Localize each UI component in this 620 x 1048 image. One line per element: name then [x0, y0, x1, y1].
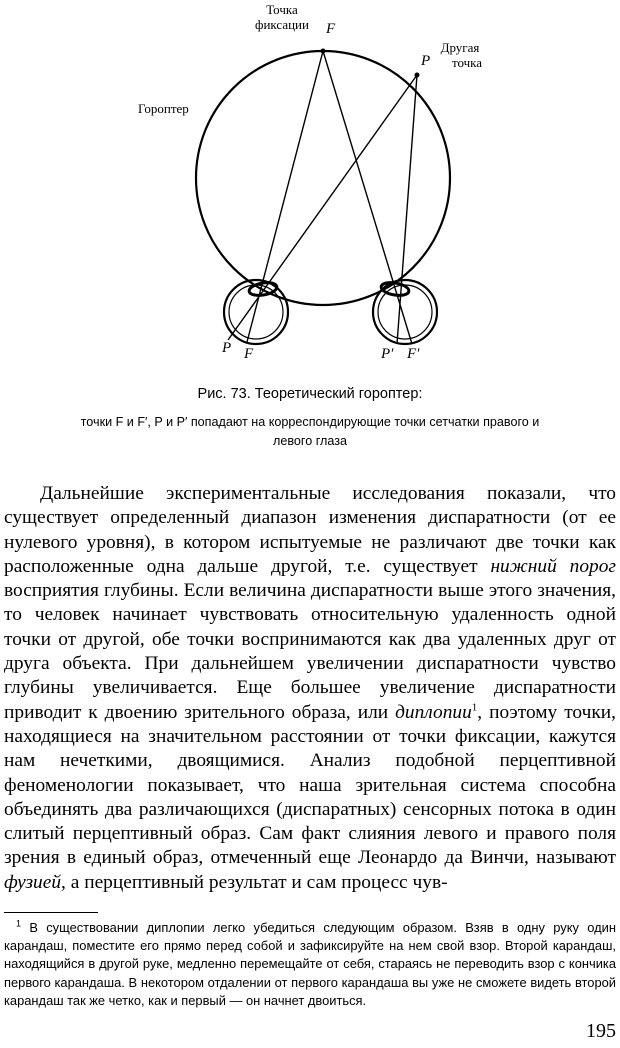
fixation-label-line1: Точка [266, 2, 298, 17]
figure-caption-title: Рис. 73. Теоретический гороптер: [197, 386, 423, 402]
caption-line-2: левого глаза [272, 434, 348, 448]
other-label-line2: точка [451, 55, 483, 70]
other-point-label [426, 40, 494, 70]
footnote-text: В существовании диплопии легко убедиться следующим образом. Взяв в одну руку один карандаш, поместите его прямо перед собой и зафиксируйте на нем свой взор. Второй карандаш, находящийся в другой руке, медленно перемещайте от себя, стараясь не переводить взор с кончика первого карандаша. В некотором отдалении от первого карандаша вы уже не сможете видеть второй карандаш так же четко, как и первый — он начнет двоиться. [4, 920, 616, 1008]
term-diplopia: диплопии [395, 701, 472, 723]
body-text [4, 482, 616, 895]
label-P-top: P [421, 53, 431, 69]
caption-line-1: точки F и F′, P и P′ попадают на корреспондирующие точки сетчатки правого и [80, 415, 540, 429]
body-text-part-1: Дальнейшие экспериментальные исследования показали, что существует определенный диапазон изменения диспаратности (от ее нулевого уровня), в котором испытуемые не различают две точки как расположенные одна дальше другой, т.е. существует [4, 483, 616, 577]
right-eye [373, 280, 437, 344]
horopter-circle [196, 51, 450, 305]
sight-lines [228, 51, 417, 344]
footnote-reference[interactable]: 1 [471, 701, 478, 714]
fixation-point [321, 49, 326, 54]
left-eye [224, 280, 288, 344]
page-number: 195 [586, 1020, 616, 1042]
term-lower-threshold: нижний порог [490, 555, 616, 577]
label-left-P: P [222, 340, 232, 356]
other-label-line1: Другая [440, 40, 480, 55]
label-F-top: F [326, 21, 336, 37]
horopter-diagram [0, 0, 620, 380]
figure-caption-text [4, 413, 616, 451]
fixation-label [246, 2, 318, 32]
body-text-part-3: , поэтому точки, находящиеся на значительном расстоянии от точки фиксации, кажутся нам нечеткими, двоящимися. Анализ подобной перцептивной феноменологии показывает, что наша зрительная система способна объединять два различающихся (диспаратных) сенсорных потока в один слитый перцептивный образ. Сам факт слияния левого и правого поля зрения в единый образ, отмеченный еще Леонардо да Винчи, называют [4, 701, 616, 869]
body-paragraph [4, 482, 616, 895]
term-fusion: фузией [4, 871, 62, 893]
label-right-F: F′ [407, 346, 420, 362]
body-text-part-2: восприятия глубины. Если величина диспаратности выше этого значения, то человек начинает чувствовать относительную удаленность одной точки от другой, обе точки воспринимаются как два удаленных друг от друга объекта. При дальнейшем увеличении диспаратности чувство глубины увеличивается. Еще большее увеличение диспаратности приводит к двоению зрительного образа, или [4, 580, 616, 723]
other-point [415, 73, 420, 78]
footnote [4, 919, 616, 1010]
horopter-label: Гороптер [138, 101, 189, 116]
body-text-part-4: , а перцептивный результат и сам процесс чув- [61, 871, 448, 893]
footnote-divider [4, 912, 98, 913]
fixation-label-line2: фиксации [255, 17, 309, 32]
footnote-mark: 1 [16, 918, 22, 929]
label-left-F: F [244, 346, 254, 362]
horopter-figure [0, 0, 620, 380]
label-right-P: P′ [381, 346, 394, 362]
